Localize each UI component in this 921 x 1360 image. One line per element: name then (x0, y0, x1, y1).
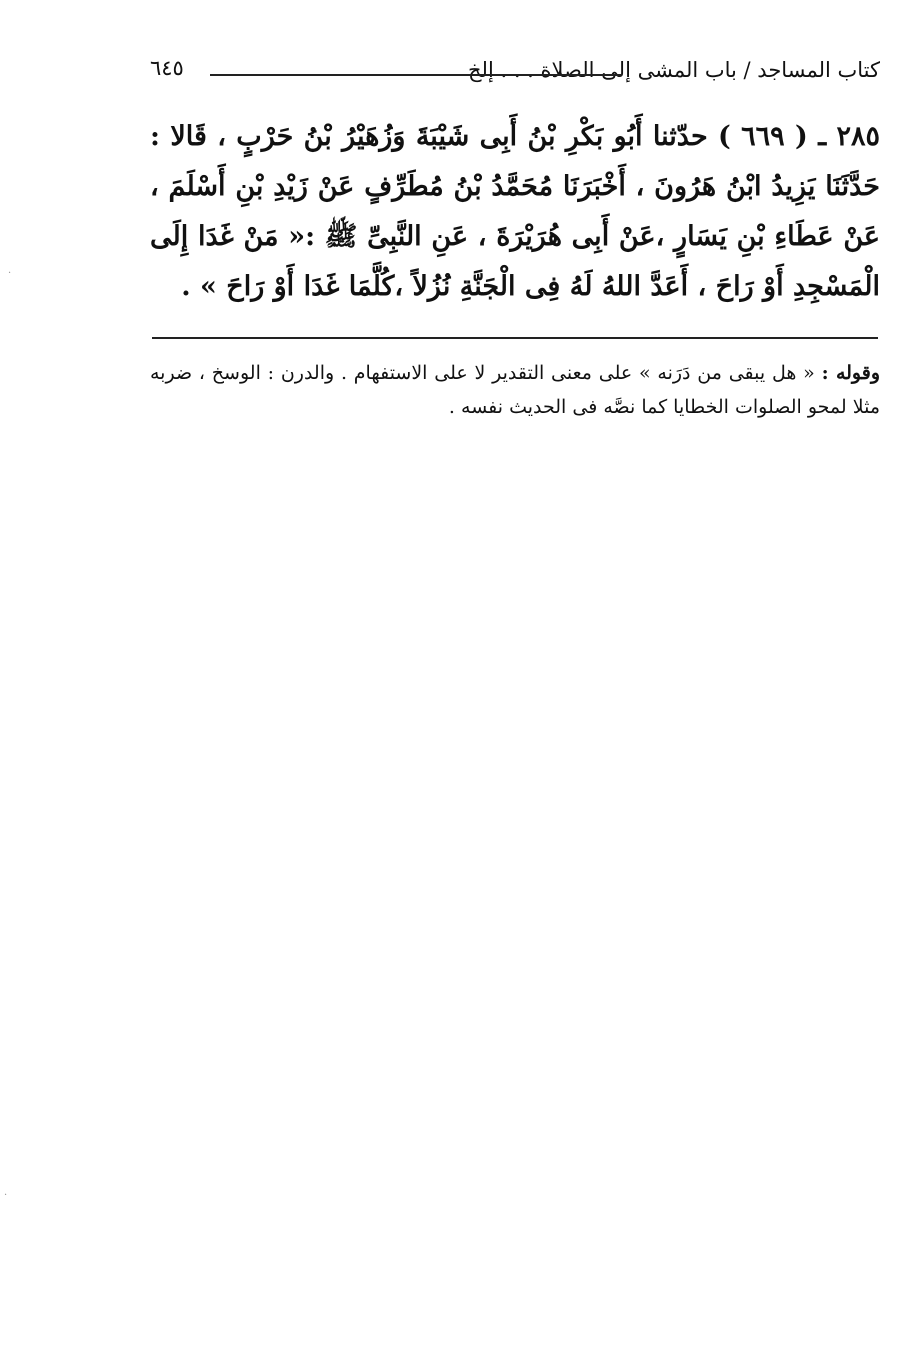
margin-speck: · (4, 1190, 8, 1201)
running-head (150, 52, 880, 92)
footnote-separator (152, 337, 878, 339)
hadith-cross-reference: ( ٦٦٩ ) (718, 121, 808, 152)
page-number: ٦٤٥ (150, 56, 184, 80)
running-head-rule (210, 74, 622, 76)
margin-speck: · (8, 268, 12, 279)
hadith-text-block (150, 112, 880, 312)
running-head-title: كتاب المساجد / باب المشى إلى الصلاة . . . إلخ (468, 58, 880, 82)
hadith-body: حدّثنا أَبُو بَكْرِ بْنُ أَبِى شَيْبَةَ وَزُهَيْرُ بْنُ حَرْبٍ ، قَالا : حَدَّثَنَا يَزِيدُ ابْنُ هَرُونَ ، أَخْبَرَنَا مُحَمَّدُ بْنُ مُطَرِّفٍ عَنْ زَيْدِ بْنِ أَسْلَمَ ، عَنْ عَطَاءِ بْنِ يَسَارٍ ،عَنْ أَبِى هُرَيْرَةَ ، عَنِ النَّبِىِّ ﷺ :« مَنْ غَدَا إِلَى الْمَسْجِدِ أَوْ رَاحَ ، أَعَدَّ اللهُ لَهُ فِى الْجَنَّةِ نُزُلاً ،كُلَّمَا غَدَا أَوْ رَاحَ » . (150, 121, 880, 302)
footnote-body: « هل يبقى من دَرَنه » على معنى التقدير لا على الاستفهام . والدرن : الوسخ ، ضربه مثلا لمحو الصلوات الخطايا كما نصَّه فى الحديث نفسه . (150, 362, 880, 418)
footnote-lead: وقوله : (821, 362, 880, 384)
hadith-number: ٢٨٥ ـ (818, 121, 880, 152)
footnote-block (150, 356, 880, 424)
